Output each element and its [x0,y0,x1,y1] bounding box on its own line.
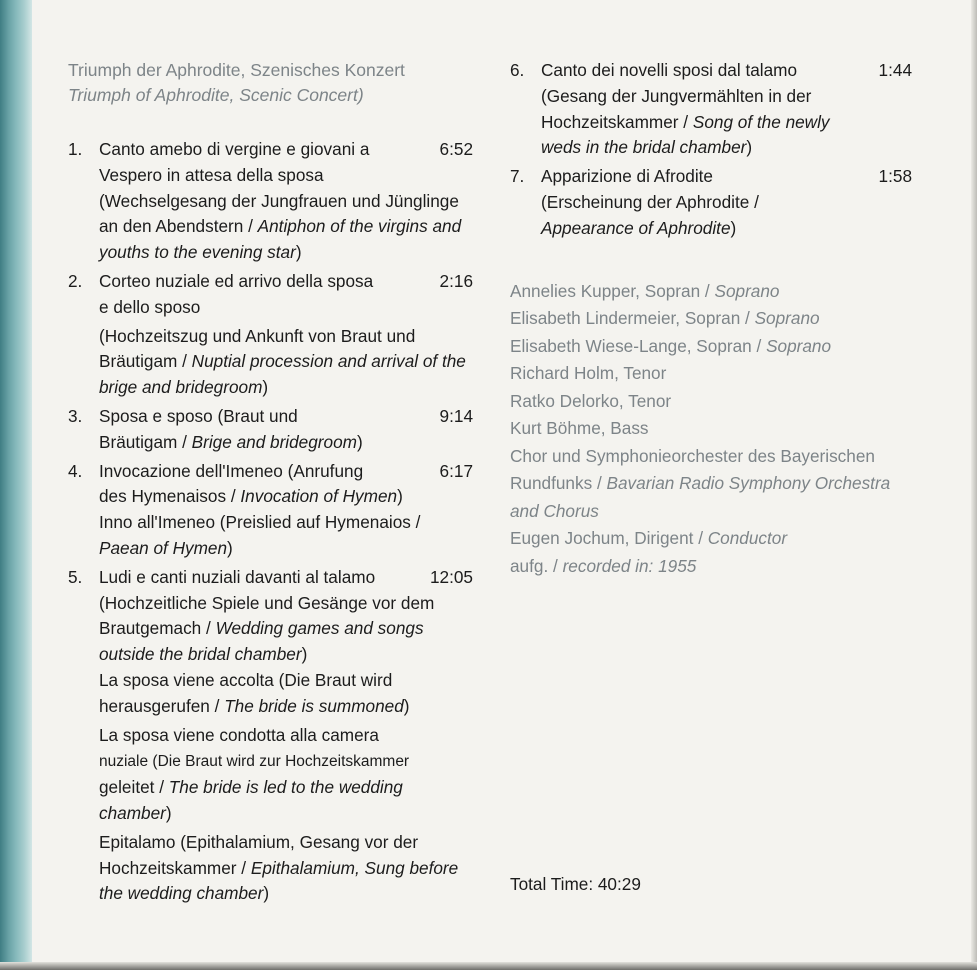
track-duration: 1:58 [878,166,912,187]
left-column [68,58,473,910]
work-heading [68,58,473,108]
track-description: e dello sposo (Hochzeitszug und Ankunft von Braut und Bräutigam / Nuptial procession and arrival of the brige and bridegroom) [99,296,466,398]
track-number: 1. [68,139,83,159]
right-column [510,58,920,580]
track-description: Bräutigam / Brige and bridegroom) [99,431,363,452]
track-2 [68,269,473,401]
track-title: Apparizione di Afrodite [541,166,713,187]
track-3 [68,404,473,456]
track-duration: 12:05 [429,566,473,587]
performer-credits [510,278,920,581]
track-subsection: Epitalamo (Epithalamium, Gesang vor der Hochzeitskammer / Epithalamium, Sung before the wedding chamber) [99,831,459,904]
track-number: 5. [68,566,83,587]
track-title: Corteo nuziale ed arrivo della sposa [99,270,374,291]
track-5 [68,565,473,907]
track-description: Vespero in attesa della sposa (Wechselgesang der Jungfrauen und Jünglinge an den Abendstern / Antiphon of the virgins and youths to the evening star) [99,164,462,263]
track-duration: 6:52 [439,139,473,159]
track-1 [68,137,473,266]
track-number: 2. [68,270,83,291]
track-number: 7. [510,166,525,187]
track-4 [68,459,473,562]
track-description: des Hymenaisos / Invocation of Hymen) [99,486,403,507]
credit-line: Richard Holm, Tenor [510,363,667,384]
track-subsection: La sposa viene accolta (Die Braut wird herausgerufen / The bride is summoned) [99,669,410,716]
track-description: (Hochzeitliche Spiele und Gesänge vor dem Brautgemach / Wedding games and songs outside the bridal chamber) [99,592,435,665]
total-time: Total Time: 40:29 [510,874,641,894]
track-duration: 9:14 [439,405,473,426]
track-6 [510,58,920,161]
track-7 [510,164,920,241]
page-edge-bottom [0,962,977,970]
credit-line: Annelies Kupper, Sopran / Soprano [510,280,780,301]
track-number: 3. [68,405,83,426]
credit-line: aufg. / recorded in: 1955 [510,555,697,576]
track-description: (Gesang der Jungvermählten in der Hochzeitskammer / Song of the newly weds in the bridal chamber) [541,85,830,158]
track-subsection: La sposa viene condotta alla camera nuziale (Die Braut wird zur Hochzeitskammer geleitet / The bride is led to the wedding chamber) [99,724,410,823]
track-duration: 2:16 [439,270,473,291]
work-title-english: Triumph of Aphrodite, Scenic Concert) [68,85,364,105]
teal-spine-stripe [0,0,32,970]
work-title-german: Triumph der Aphrodite, Szenisches Konzert [68,60,405,80]
track-number: 4. [68,460,83,481]
track-title: Invocazione dell'Imeneo (Anrufung [99,460,364,481]
track-description: (Erscheinung der Aphrodite / Appearance of Aphrodite) [541,191,759,238]
track-title: Canto dei novelli sposi dal talamo [541,60,798,80]
track-title: Ludi e canti nuziali davanti al talamo [99,566,376,587]
track-title: Sposa e sposo (Braut und [99,405,298,426]
track-duration: 6:17 [439,460,473,481]
credit-line: Elisabeth Wiese-Lange, Sopran / Soprano [510,335,832,356]
track-title: Canto amebo di vergine e giovani a [99,139,370,159]
track-number: 6. [510,60,525,80]
credit-line: Elisabeth Lindermeier, Sopran / Soprano [510,308,820,329]
track-subsection: Inno all'Imeneo (Preislied auf Hymenaios / Paean of Hymen) [99,512,421,558]
credit-line: Eugen Jochum, Dirigent / Conductor [510,528,788,549]
credit-line: Chor und Symphonieorchester des Bayerischen Rundfunks / Bavarian Radio Symphony Orchestra and Chorus [510,445,891,521]
page-edge-right [971,0,977,970]
track-duration: 1:44 [878,60,912,80]
credit-line: Kurt Böhme, Bass [510,418,649,439]
credit-line: Ratko Delorko, Tenor [510,390,672,411]
